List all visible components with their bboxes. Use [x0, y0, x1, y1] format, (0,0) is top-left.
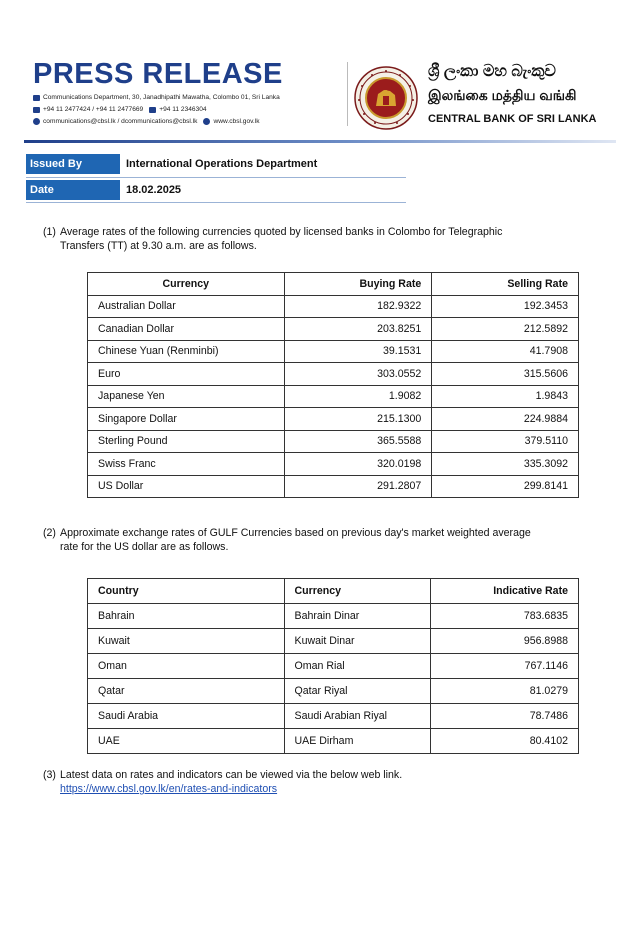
table-cell: 320.0198 [284, 453, 432, 476]
section-1-number: (1) [43, 226, 56, 238]
table-cell: 80.4102 [431, 729, 579, 754]
column-header-indicative-rate: Indicative Rate [431, 579, 579, 604]
table-row [88, 430, 579, 453]
table-cell: Kuwait Dinar [284, 629, 431, 654]
table-cell: 291.2807 [284, 475, 432, 498]
table-row [88, 729, 579, 754]
table-row [88, 385, 579, 408]
website-text[interactable]: www.cbsl.gov.lk [213, 118, 260, 125]
table-cell: 1.9843 [432, 385, 579, 408]
table-cell: US Dollar [88, 475, 285, 498]
fax-icon [149, 107, 156, 113]
column-header-selling-rate: Selling Rate [432, 273, 579, 296]
issued-by-value: International Operations Department [126, 158, 318, 170]
gulf-rates-table [87, 578, 579, 754]
phone-line [33, 106, 207, 113]
table-cell: 41.7908 [432, 340, 579, 363]
table-cell: Qatar [88, 679, 285, 704]
address-text: Communications Department, 30, Janadhipathi Mawatha, Colombo 01, Sri Lanka [43, 94, 280, 101]
table-cell: 224.9884 [432, 408, 579, 431]
table-cell: Saudi Arabian Riyal [284, 704, 431, 729]
table-cell: UAE [88, 729, 285, 754]
table-header-row [88, 273, 579, 296]
table-header-row [88, 579, 579, 604]
email-line [33, 118, 260, 125]
page-title: PRESS RELEASE [33, 58, 283, 90]
address-line [33, 94, 280, 101]
table-cell: 365.5588 [284, 430, 432, 453]
table-cell: 335.3092 [432, 453, 579, 476]
column-header-currency: Currency [88, 273, 285, 296]
table-cell: Bahrain [88, 604, 285, 629]
table-cell: 767.1146 [431, 654, 579, 679]
table-cell: Swiss Franc [88, 453, 285, 476]
section-2-line-1: Approximate exchange rates of GULF Currencies based on previous day's market weighted average [60, 527, 531, 539]
table-row [88, 318, 579, 341]
table-row [88, 363, 579, 386]
table-cell: 315.5606 [432, 363, 579, 386]
table-cell: 1.9082 [284, 385, 432, 408]
table-cell: Kuwait [88, 629, 285, 654]
date-value: 18.02.2025 [126, 184, 182, 196]
table-cell: 303.0552 [284, 363, 432, 386]
table-cell: Saudi Arabia [88, 704, 285, 729]
table-cell: 212.5892 [432, 318, 579, 341]
tt-rates-table [87, 272, 579, 498]
table-cell: 39.1531 [284, 340, 432, 363]
section-3-line-1: Latest data on rates and indicators can be viewed via the below web link. [60, 769, 403, 781]
globe-icon [203, 118, 210, 125]
column-header-buying-rate: Buying Rate [284, 273, 432, 296]
cbsl-seal-icon [354, 66, 418, 130]
table-cell: Australian Dollar [88, 295, 285, 318]
table-row [88, 679, 579, 704]
section-2-line-2: rate for the US dollar are as follows. [60, 541, 229, 553]
header-divider [347, 62, 348, 126]
email-text[interactable]: communications@cbsl.lk / dcommunications@cbsl.lk [43, 118, 198, 125]
table-cell: 956.8988 [431, 629, 579, 654]
table-row [88, 704, 579, 729]
table-cell: 203.8251 [284, 318, 432, 341]
table-cell: 299.8141 [432, 475, 579, 498]
table-row [88, 629, 579, 654]
header-rule [24, 140, 616, 143]
fax-text: +94 11 2346304 [159, 106, 207, 113]
phone-text: +94 11 2477424 / +94 11 2477669 [43, 106, 144, 113]
bank-name-tamil: இலங்கை மத்திய வங்கி [428, 87, 577, 103]
table-cell: Japanese Yen [88, 385, 285, 408]
table-cell: Singapore Dollar [88, 408, 285, 431]
issued-by-label: Issued By [26, 154, 120, 174]
section-1-text [43, 225, 606, 253]
table-cell: 182.9322 [284, 295, 432, 318]
table-cell: Chinese Yuan (Renminbi) [88, 340, 285, 363]
meta-divider-bottom [26, 202, 406, 203]
table-cell: 78.7486 [431, 704, 579, 729]
mail-icon [33, 95, 40, 101]
section-1-line-2: Transfers (TT) at 9.30 a.m. are as follows. [60, 240, 257, 252]
bank-name-sinhala: ශ්‍රී ලංකා මහ බැංකුව [428, 63, 556, 80]
table-cell: Euro [88, 363, 285, 386]
meta-divider [26, 177, 406, 178]
table-row [88, 453, 579, 476]
section-2-text [43, 526, 606, 554]
table-cell: Sterling Pound [88, 430, 285, 453]
table-cell: 215.1300 [284, 408, 432, 431]
section-1-line-1: Average rates of the following currencies quoted by licensed banks in Colombo for Telegraphic [60, 226, 503, 238]
column-header-currency: Currency [284, 579, 431, 604]
table-cell: 379.5110 [432, 430, 579, 453]
rates-indicators-link[interactable]: https://www.cbsl.gov.lk/en/rates-and-indicators [60, 783, 278, 795]
table-cell: 783.6835 [431, 604, 579, 629]
table-row [88, 604, 579, 629]
bank-name-english: CENTRAL BANK OF SRI LANKA [428, 113, 597, 125]
table-cell: 81.0279 [431, 679, 579, 704]
column-header-country: Country [88, 579, 285, 604]
table-row [88, 475, 579, 498]
section-3-link-wrap [43, 782, 606, 796]
table-cell: Canadian Dollar [88, 318, 285, 341]
table-cell: Qatar Riyal [284, 679, 431, 704]
table-cell: 192.3453 [432, 295, 579, 318]
table-row [88, 295, 579, 318]
table-row [88, 408, 579, 431]
table-row [88, 654, 579, 679]
table-cell: Oman [88, 654, 285, 679]
table-cell: Bahrain Dinar [284, 604, 431, 629]
section-3-number: (3) [43, 769, 56, 781]
table-row [88, 340, 579, 363]
date-label: Date [26, 180, 120, 200]
table-cell: UAE Dirham [284, 729, 431, 754]
section-3-text [43, 768, 606, 796]
email-icon [33, 118, 40, 125]
table-cell: Oman Rial [284, 654, 431, 679]
press-release-header [0, 0, 640, 145]
phone-icon [33, 107, 40, 113]
section-2-number: (2) [43, 527, 56, 539]
